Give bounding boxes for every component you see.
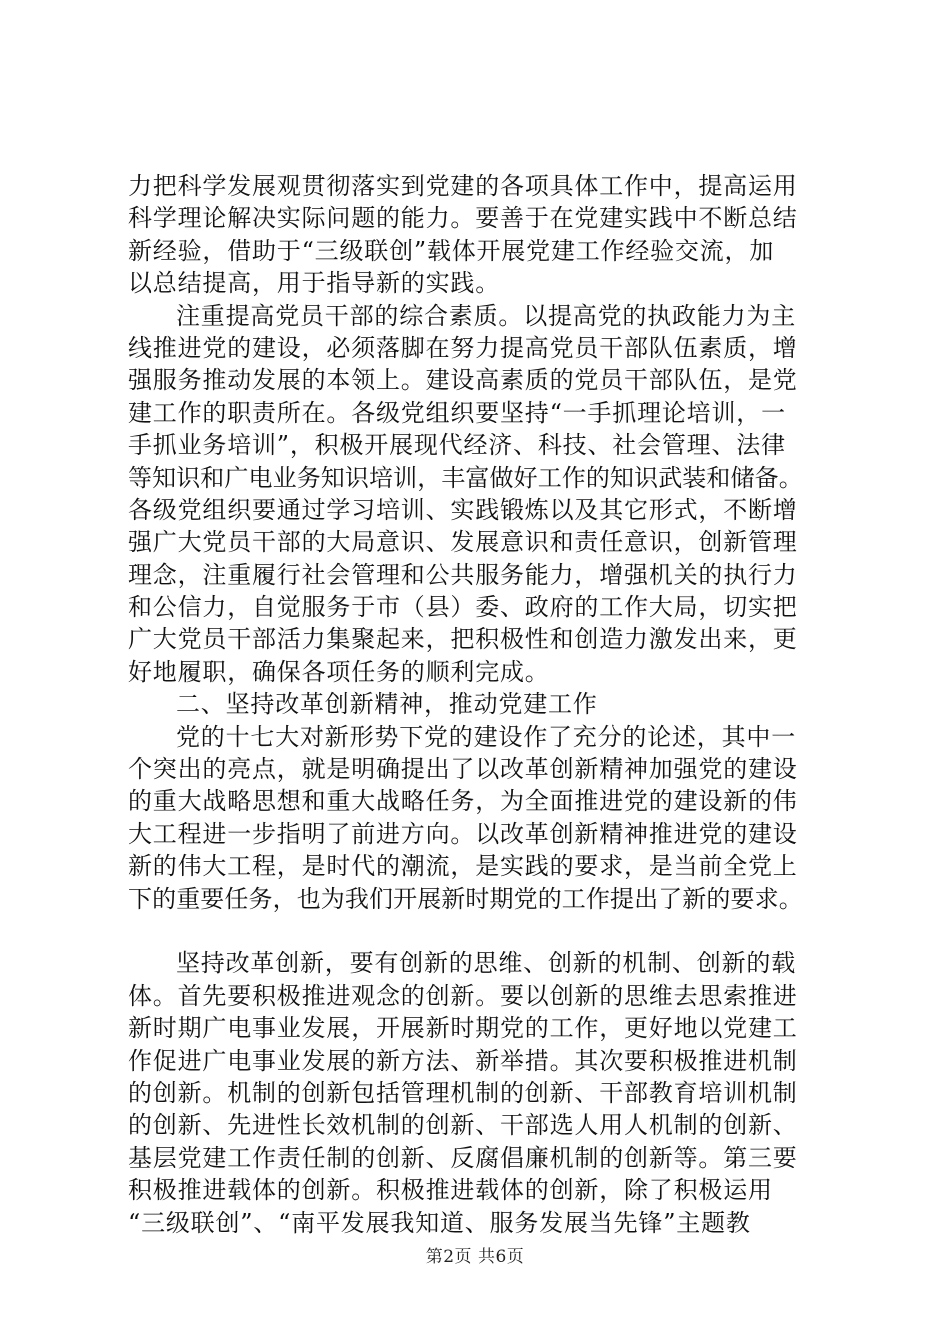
text-line: “三级联创”、“南平发展我知道、服务发展当先锋”主题教 (128, 1208, 751, 1237)
text-line: 和公信力，自觉服务于市（县）委、政府的工作大局，切实把 (128, 593, 798, 622)
text-line: 大工程进一步指明了前进方向。以改革创新精神推进党的建设 (128, 819, 798, 848)
text-line: 强服务推动发展的本领上。建设高素质的党员干部队伍，是党 (128, 366, 798, 395)
text-line: 个突出的亮点，就是明确提出了以改革创新精神加强党的建设 (128, 755, 798, 784)
text-line: 手抓业务培训”，积极开展现代经济、科技、社会管理、法律 (128, 431, 786, 460)
text-line: 好地履职，确保各项任务的顺利完成。 (128, 657, 550, 686)
document-body (128, 170, 828, 1239)
text-line: 新的伟大工程，是时代的潮流，是实践的要求，是当前全党上 (128, 852, 798, 881)
section-heading: 二、坚持改革创新精神，推动党建工作 (176, 690, 598, 719)
text-line: 的重大战略思想和重大战略任务，为全面推进党的建设新的伟 (128, 787, 798, 816)
text-line: 理念，注重履行社会管理和公共服务能力，增强机关的执行力 (128, 560, 798, 589)
text-line: 强广大党员干部的大局意识、发展意识和责任意识，创新管理 (128, 528, 798, 557)
text-line: 的创新、先进性长效机制的创新、干部选人用人机制的创新、 (128, 1111, 798, 1140)
text-line: 各级党组织要通过学习培训、实践锻炼以及其它形式，不断增 (128, 495, 798, 524)
text-line: 广大党员干部活力集聚起来，把积极性和创造力激发出来，更 (128, 625, 798, 654)
text-line: 等知识和广电业务知识培训，丰富做好工作的知识武装和储备。 (128, 463, 803, 492)
text-line: 党的十七大对新形势下党的建设作了充分的论述，其中一 (176, 722, 796, 751)
text-line: 积极推进载体的创新。积极推进载体的创新，除了积极运用 (128, 1176, 773, 1205)
text-line: 下的重要任务，也为我们开展新时期党的工作提出了新的要求。 (128, 884, 803, 913)
page-number-footer: 第2页 共6页 (425, 1247, 525, 1267)
text-line: 注重提高党员干部的综合素质。以提高党的执政能力为主 (176, 301, 796, 330)
text-line: 作促进广电事业发展的新方法、新举措。其次要积极推进机制 (128, 1046, 798, 1075)
text-line: 体。首先要积极推进观念的创新。要以创新的思维去思索推进 (128, 981, 798, 1010)
text-line: 基层党建工作责任制的创新、反腐倡廉机制的创新等。第三要 (128, 1143, 798, 1172)
text-line: 新时期广电事业发展，开展新时期党的工作，更好地以党建工 (128, 1014, 798, 1043)
text-line: 新经验，借助于“三级联创”载体开展党建工作经验交流，加 (128, 236, 775, 265)
text-line: 以总结提高，用于指导新的实践。 (128, 269, 500, 298)
text-line: 坚持改革创新，要有创新的思维、创新的机制、创新的载 (176, 949, 796, 978)
text-line: 的创新。机制的创新包括管理机制的创新、干部教育培训机制 (128, 1078, 798, 1107)
blank-line (128, 915, 828, 947)
text-line: 建工作的职责所在。各级党组织要坚持“一手抓理论培训，一 (128, 398, 786, 427)
text-line: 力把科学发展观贯彻落实到党建的各项具体工作中，提高运用 (128, 172, 798, 200)
text-line: 科学理论解决实际问题的能力。要善于在党建实践中不断总结 (128, 204, 798, 233)
text-line: 线推进党的建设，必须落脚在努力提高党员干部队伍素质，增 (128, 333, 798, 362)
